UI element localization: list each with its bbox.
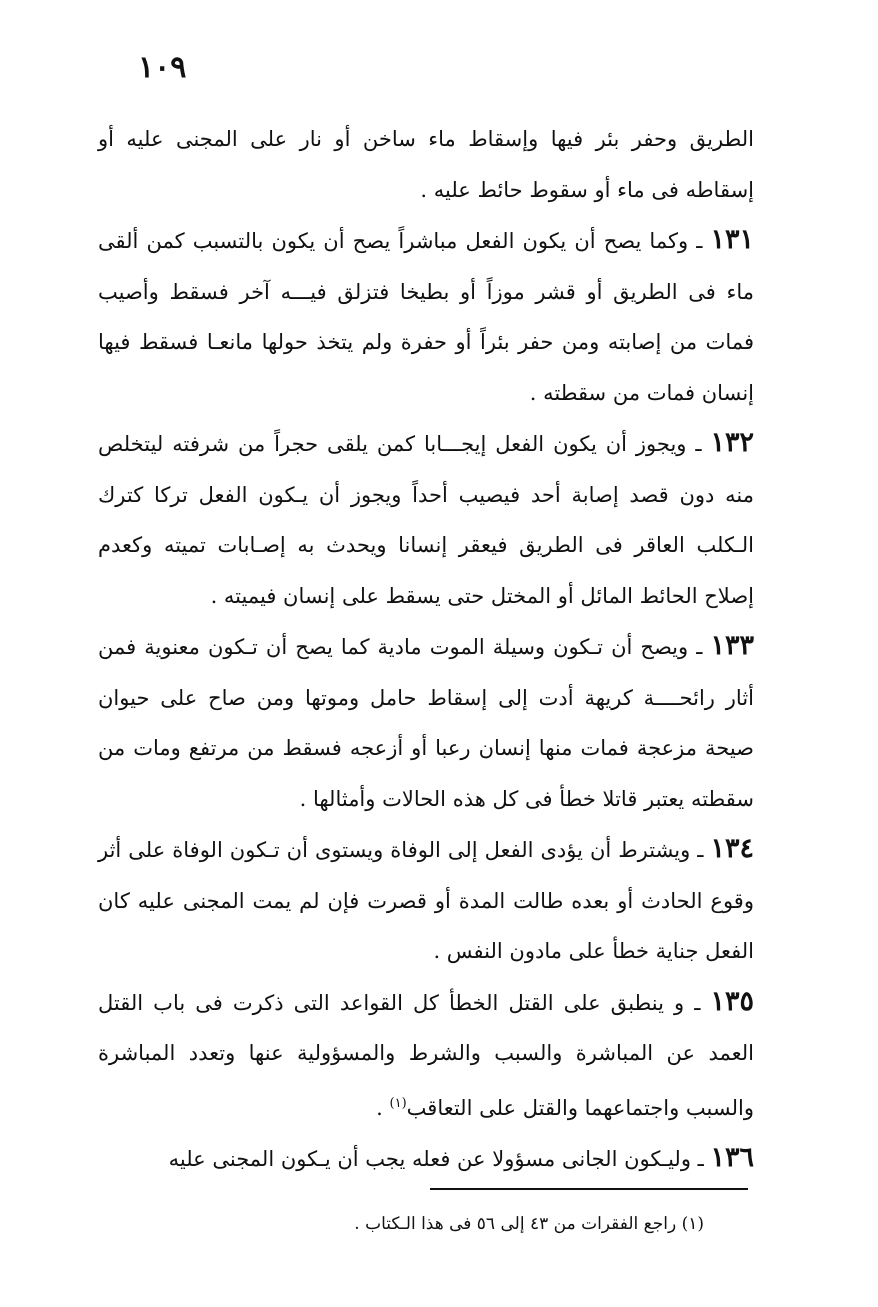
paragraph-text: ـ وكما يصح أن يكون الفعل مباشراً يصح أن يكون بالتسبب كمن ألقى ماء فى الطريق أو قشر موزاً أو بطيخا فتزلق فيـــه آخر فسقط وأصيب فمات من إصابته ومن حفر بئراً أو حفرة ولم يتخذ حولها مانعـا فسقط فيها إنسان فمات من سقطته . xyxy=(98,229,754,405)
paragraph-134 xyxy=(98,824,754,977)
footnote-marker: (١) xyxy=(389,1095,407,1111)
paragraph-text: ـ وليـكون الجانى مسؤولا عن فعله يجب أن يـكون المجنى عليه xyxy=(168,1147,704,1171)
paragraph-text: الطريق وحفر بئر فيها وإسقاط ماء ساخن أو نار على المجنى عليه أو إسقاطه فى ماء أو سقوط حائط عليه . xyxy=(98,127,754,202)
paragraph-number: ١٣١ xyxy=(710,224,755,255)
paragraph-133 xyxy=(98,621,754,824)
paragraph-131 xyxy=(98,215,754,418)
paragraph-136 xyxy=(98,1133,754,1185)
paragraph-text: ـ ويجوز أن يكون الفعل إيجـــابا كمن يلقى حجراً من شرفته ليتخلص منه دون قصد إصابة أحد فيصيب أحداً ويجوز أن يـكون الفعل تركا كترك الـكلب العاقر فى الطريق فيعقر إنسانا ويحدث به إصـابات تميته وكعدم إصلاح الحائط المائل أو المختل حتى يسقط على إنسان فيميته . xyxy=(98,432,754,608)
paragraph-132 xyxy=(98,418,754,621)
paragraph-number: ١٣٤ xyxy=(710,833,754,864)
paragraph-number: ١٣٢ xyxy=(710,427,754,458)
paragraph-text: ـ ويصح أن تـكون وسيلة الموت مادية كما يصح أن تـكون معنوية فمن أثار رائحــــة كريهة أدت إلى إسقاط حامل وموتها ومن صاح على حيوان صيحة مزعجة فمات منها إنسان رعبا أو أزعجه فسقط من مرتفع ومات من سقطته يعتبر قاتلا خطأ فى كل هذه الحالات وأمثالها . xyxy=(98,635,754,811)
paragraph-tail: . xyxy=(376,1095,390,1120)
footnote-divider xyxy=(430,1188,748,1190)
paragraph-continued xyxy=(98,114,754,215)
paragraph-text: ـ ويشترط أن يؤدى الفعل إلى الوفاة ويستوى أن تـكون الوفاة على أثر وقوع الحادث أو بعده طالت المدة أو قصرت فإن لم يمت المجنى عليه كان الفعل جناية خطأ على مادون النفس . xyxy=(98,838,754,963)
footnote: (١) راجع الفقرات من ٤٣ إلى ٥٦ فى هذا الـكتاب . xyxy=(354,1214,704,1234)
body-text xyxy=(98,114,754,1185)
paragraph-135 xyxy=(98,977,754,1134)
paragraph-number: ١٣٥ xyxy=(710,985,754,1017)
paragraph-text: ـ و ينطبق على القتل الخطأ كل القواعد التى ذكرت فى باب القتل العمد عن المباشرة والسبب والشرط والمسؤولية عنها وتعدد المباشرة والسبب واجتماعهما والقتل على التعاقب xyxy=(98,990,754,1120)
paragraph-number: ١٣٦ xyxy=(710,1142,754,1173)
paragraph-number: ١٣٣ xyxy=(710,630,754,661)
page-number: ١٠٩ xyxy=(138,50,187,85)
